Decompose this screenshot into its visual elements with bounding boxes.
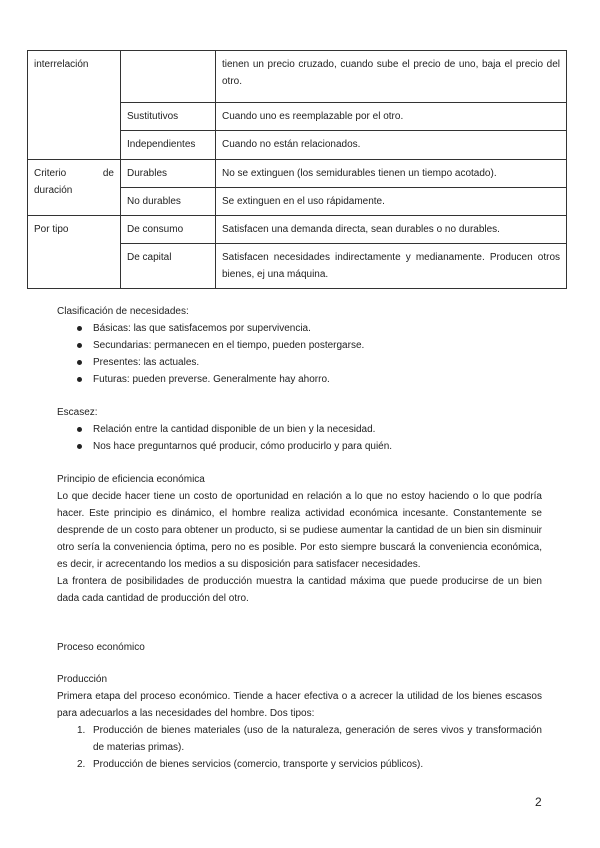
section-heading: Principio de eficiencia económica bbox=[57, 474, 205, 485]
desc-cell: Satisfacen una demanda directa, sean durables o no durables. bbox=[216, 216, 567, 244]
bullet-icon bbox=[77, 444, 82, 449]
list-number: 2. bbox=[77, 759, 86, 770]
desc-cell: Se extinguen en el uso rápidamente. bbox=[216, 188, 567, 216]
list-item-text: Presentes: las actuales. bbox=[93, 357, 200, 368]
paragraph: La frontera de posibilidades de producción muestra la cantidad máxima que puede producirse de un bien dada cada cantidad de producción del otro. bbox=[57, 576, 542, 604]
section-heading: Proceso económico bbox=[57, 642, 145, 653]
list-item-text: Futuras: pueden preverse. Generalmente hay ahorro. bbox=[93, 374, 330, 385]
list-item bbox=[57, 354, 542, 371]
paragraph: Lo que decide hacer tiene un costo de oportunidad en relación a lo que no estoy haciendo o lo que podría hacer. Este principio es dinámico, el hombre realiza actividad económica incesante. Constantemente se desprende de un costo para obtener un producto, si se pudiese aumentar la cantidad de un bien sin disminuir otro sería la conveniencia óptima, pero no es posible. Por esto siempre buscará la conveniencia económica, es decir, ir acrecentando los medios a su disposición para satisfacer necesidades. bbox=[57, 491, 542, 570]
bullet-icon bbox=[77, 360, 82, 365]
type-cell bbox=[121, 51, 216, 103]
list-item bbox=[57, 722, 542, 756]
list-item-text: Producción de bienes materiales (uso de la naturaleza, generación de seres vivos y transformación de materias primas). bbox=[93, 725, 542, 753]
section-heading: Clasificación de necesidades: bbox=[57, 306, 189, 317]
type-cell: Independientes bbox=[121, 131, 216, 160]
bullet-icon bbox=[77, 326, 82, 331]
list-item bbox=[57, 421, 542, 438]
group-word: de bbox=[102, 168, 114, 179]
list-item-text: Producción de bienes servicios (comercio, transporte y servicios públicos). bbox=[93, 759, 424, 770]
type-cell: Sustitutivos bbox=[121, 103, 216, 131]
type-cell: De capital bbox=[121, 244, 216, 289]
type-cell: De consumo bbox=[121, 216, 216, 244]
list-item bbox=[57, 320, 542, 337]
list-item-text: Relación entre la cantidad disponible de un bien y la necesidad. bbox=[93, 424, 376, 435]
section-heading: Producción bbox=[57, 674, 108, 685]
paragraph: Primera etapa del proceso económico. Tiende a hacer efectiva o a acrecer la utilidad de los bienes escasos para adecuarlos a las necesidades del hombre. Dos tipos: bbox=[57, 691, 542, 719]
scarcity-section bbox=[57, 404, 542, 455]
type-cell: Durables bbox=[121, 160, 216, 188]
production-section bbox=[57, 671, 542, 773]
bullet-icon bbox=[77, 343, 82, 348]
page-number: 2 bbox=[535, 795, 542, 809]
group-cell bbox=[28, 160, 121, 216]
list-item bbox=[57, 756, 542, 773]
bullet-icon bbox=[77, 427, 82, 432]
group-cell: interrelación bbox=[28, 51, 121, 160]
goods-classification-table bbox=[27, 50, 567, 289]
type-cell: No durables bbox=[121, 188, 216, 216]
list-item-text: Secundarias: permanecen en el tiempo, pueden postergarse. bbox=[93, 340, 365, 351]
list-item bbox=[57, 438, 542, 455]
table-row bbox=[28, 216, 567, 244]
desc-cell: tienen un precio cruzado, cuando sube el precio de uno, baja el precio del otro. bbox=[216, 51, 567, 103]
needs-section bbox=[57, 303, 542, 388]
list-item-text: Nos hace preguntarnos qué producir, cómo producirlo y para quién. bbox=[93, 441, 393, 452]
desc-cell: Cuando uno es reemplazable por el otro. bbox=[216, 103, 567, 131]
list-item bbox=[57, 337, 542, 354]
group-word: Criterio bbox=[34, 168, 67, 179]
table-row bbox=[28, 160, 567, 188]
group-word: duración bbox=[34, 185, 73, 196]
desc-cell: Satisfacen necesidades indirectamente y medianamente. Producen otros bienes, ej una máquina. bbox=[216, 244, 567, 289]
list-number: 1. bbox=[77, 725, 86, 736]
desc-cell: Cuando no están relacionados. bbox=[216, 131, 567, 160]
group-cell: Por tipo bbox=[28, 216, 121, 289]
list-item bbox=[57, 371, 542, 388]
table-row bbox=[28, 51, 567, 103]
desc-cell: No se extinguen (los semidurables tienen un tiempo acotado). bbox=[216, 160, 567, 188]
efficiency-section bbox=[57, 471, 542, 607]
bullet-icon bbox=[77, 377, 82, 382]
section-heading: Escasez: bbox=[57, 407, 98, 418]
list-item-text: Básicas: las que satisfacemos por supervivencia. bbox=[93, 323, 311, 334]
